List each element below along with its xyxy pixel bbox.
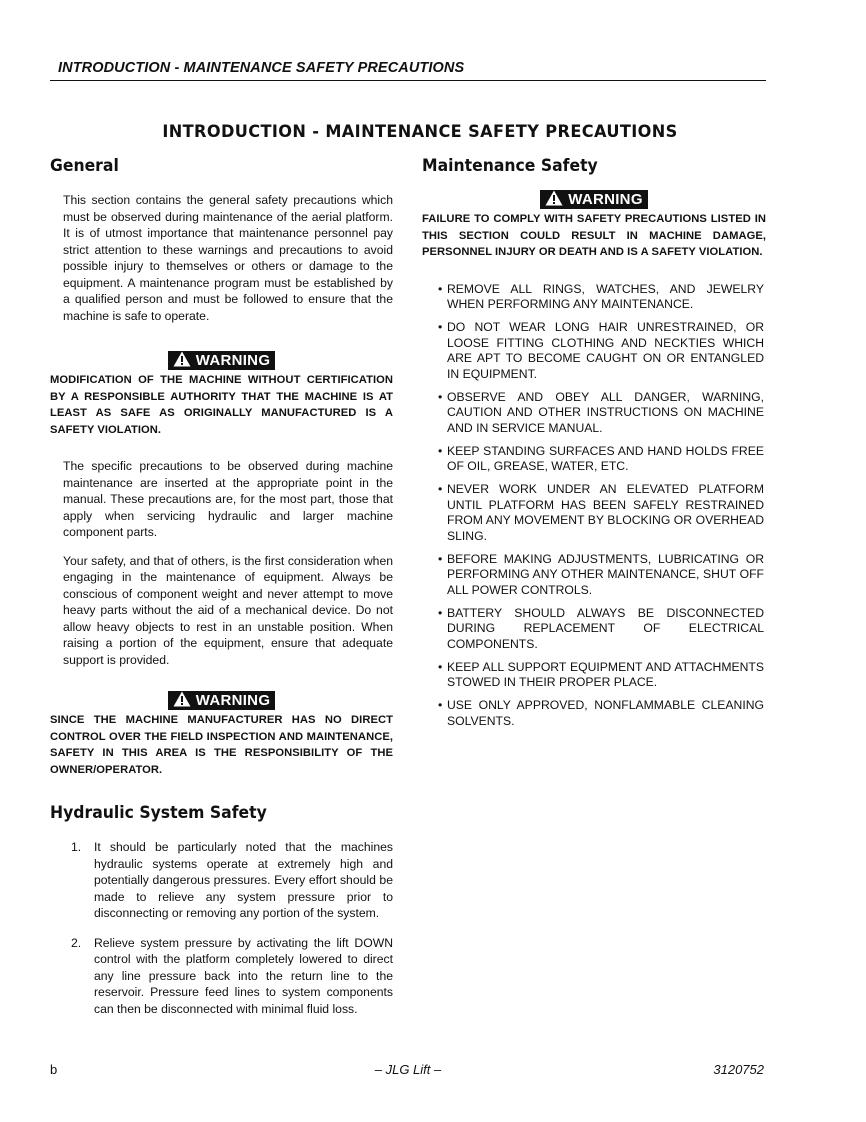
bullet-icon: • (438, 443, 443, 458)
bullet-text: REMOVE ALL RINGS, WATCHES, AND JEWELRY WHEN PERFORMING ANY MAINTENANCE. (447, 281, 764, 311)
bullet-text: DO NOT WEAR LONG HAIR UNRESTRAINED, OR LOOSE FITTING CLOTHING AND NECKTIES WHICH ARE APT TO BECOME CAUGHT ON OR ENTANGLED IN EQUIPMENT. (447, 320, 764, 381)
list-item (50, 839, 393, 922)
general-heading: General (50, 156, 119, 176)
step-text: Relieve system pressure by activating the lift DOWN control with the platform completely lowered to direct any line pressure back into the return line to the reservoir. Pressure feed lines to system components can then be disconnected with minimal fluid loss. (94, 935, 393, 1016)
list-item (422, 698, 766, 729)
list-item (422, 444, 766, 475)
warning-text-owner-responsibility: SINCE THE MACHINE MANUFACTURER HAS NO DIRECT CONTROL OVER THE FIELD INSPECTION AND MAINTENANCE, SAFETY IN THIS AREA IS THE RESPONSIBILITY OF THE OWNER/OPERATOR. (50, 714, 393, 776)
footer-document-number: 3120752 (713, 1062, 764, 1077)
page-title: INTRODUCTION - MAINTENANCE SAFETY PRECAUTIONS (162, 122, 678, 142)
warning-text-modification: MODIFICATION OF THE MACHINE WITHOUT CERTIFICATION BY A RESPONSIBLE AUTHORITY THAT THE MACHINE IS AT LEAST AS SAFE AS ORIGINALLY MANUFACTURED IS A SAFETY VIOLATION. (50, 374, 393, 436)
warning-label: WARNING (195, 352, 271, 369)
bullet-icon: • (438, 482, 443, 496)
bullet-text: KEEP ALL SUPPORT EQUIPMENT AND ATTACHMENTS STOWED IN THEIR PROPER PLACE. (447, 659, 764, 689)
bullet-text: KEEP STANDING SURFACES AND HAND HOLDS FREE OF OIL, GREASE, WATER, ETC. (447, 443, 764, 473)
warning-badge (540, 190, 648, 209)
general-paragraph-2: The specific precautions to be observed during machine maintenance are inserted at the appropriate point in the manual. These precautions are, for the most part, those that apply when servicing hydraulic and larger machine component parts. (63, 459, 393, 539)
bullet-text: OBSERVE AND OBEY ALL DANGER, WARNING, CAUTION AND OTHER INSTRUCTIONS ON MACHINE AND IN SERVICE MANUAL. (447, 389, 764, 435)
bullet-text: BEFORE MAKING ADJUSTMENTS, LUBRICATING OR PERFORMING ANY OTHER MAINTENANCE, SHUT OFF ALL POWER CONTROLS. (447, 551, 764, 597)
warning-text-compliance: FAILURE TO COMPLY WITH SAFETY PRECAUTIONS LISTED IN THIS SECTION COULD RESULT IN MACHINE DAMAGE, PERSONNEL INJURY OR DEATH AND IS A SAFETY VIOLATION. (422, 213, 766, 258)
warning-triangle-icon (545, 190, 563, 206)
bullet-icon: • (438, 389, 443, 404)
warning-triangle-icon (173, 351, 191, 367)
bullet-icon: • (438, 698, 443, 712)
general-paragraph-3: Your safety, and that of others, is the first consideration when engaging in the maintenance of equipment. Always be conscious of component weight and never attempt to move heavy parts without the aid of a mechanical device. Do not allow heavy objects to rest in an unstable position. When raising a portion of the equipment, ensure that adequate support is provided. (63, 553, 393, 667)
header-divider (50, 80, 766, 81)
list-item (422, 282, 766, 313)
bullet-text: USE ONLY APPROVED, NONFLAMMABLE CLEANING SOLVENTS. (447, 698, 764, 728)
hydraulic-steps-list (50, 839, 393, 1017)
list-item (422, 660, 766, 691)
list-item (422, 482, 766, 544)
bullet-icon: • (438, 605, 443, 620)
step-text: It should be particularly noted that the machines hydraulic systems operate at extremely high and potentially dangerous pressures. Every effort should be made to relieve any system pressure prior to disconnecting or removing any portion of the system. (94, 840, 393, 920)
warning-label: WARNING (195, 692, 271, 709)
footer-brand: – JLG Lift – (374, 1062, 442, 1077)
warning-badge (168, 351, 276, 370)
bullet-icon: • (438, 320, 443, 334)
list-item (422, 552, 766, 599)
hydraulic-heading: Hydraulic System Safety (50, 803, 267, 823)
general-paragraph-1: This section contains the general safety precautions which must be observed during maintenance of the aerial platform. It is of utmost importance that maintenance personnel pay strict attention to these warnings and precautions to avoid possible injury to themselves or others or damage to the equipment. A maintenance program must be established by a qualified person and must be followed to ensure that the machine is safe to operate. (63, 193, 393, 323)
bullet-text: NEVER WORK UNDER AN ELEVATED PLATFORM UNTIL PLATFORM HAS BEEN SAFELY RESTRAINED FROM ANY MOVEMENT BY BLOCKING OR OVERHEAD SLING. (447, 482, 764, 543)
bullet-icon: • (438, 659, 443, 674)
list-item (422, 390, 766, 437)
bullet-icon: • (438, 281, 443, 296)
step-number: 2. (71, 935, 82, 950)
right-column (422, 156, 766, 737)
safety-bullets-list (422, 282, 766, 730)
step-number: 1. (71, 840, 82, 854)
list-item (422, 320, 766, 382)
list-item (422, 606, 766, 653)
warning-triangle-icon (173, 691, 191, 707)
footer-page-letter: b (50, 1062, 58, 1077)
bullet-icon: • (438, 551, 443, 566)
warning-label: WARNING (568, 191, 643, 208)
warning-badge (168, 691, 276, 710)
bullet-text: BATTERY SHOULD ALWAYS BE DISCONNECTED DURING REPLACEMENT OF ELECTRICAL COMPONENTS. (447, 605, 764, 651)
running-header-title: INTRODUCTION - MAINTENANCE SAFETY PRECAUTIONS (58, 60, 465, 76)
maintenance-safety-heading: Maintenance Safety (422, 156, 598, 176)
left-column (50, 156, 393, 1030)
list-item (50, 935, 393, 1018)
